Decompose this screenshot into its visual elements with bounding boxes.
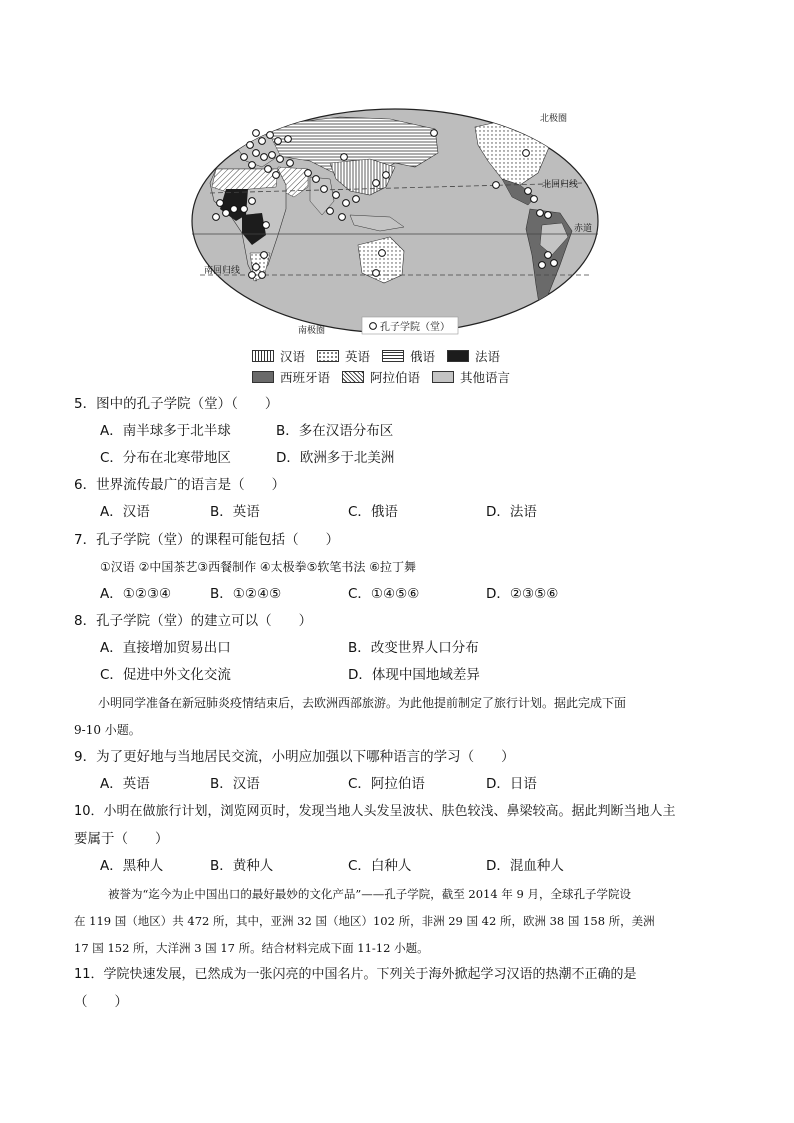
q7-option-a: A．①②③④: [100, 586, 172, 602]
legend-label: 英语: [345, 348, 371, 364]
q10-option-a: A．黑种人: [100, 858, 164, 874]
map-legend: [252, 345, 552, 387]
solid-black-swatch-icon: [447, 350, 469, 362]
q10-option-b: B．黄种人: [210, 858, 274, 874]
legend-label: 法语: [475, 348, 501, 364]
legend-label: 俄语: [410, 348, 436, 364]
legend-label: 阿拉伯语: [370, 369, 421, 385]
q9-option-d: D．日语: [486, 776, 537, 792]
legend-item-ru: [382, 347, 435, 365]
map-svg: [190, 105, 600, 337]
q5-option-d: D．欧洲多于北美洲: [276, 450, 395, 466]
question-10-stem-line-2: 要属于（ ）: [74, 831, 169, 847]
legend-item-han: [252, 347, 305, 365]
legend-item-es: [252, 368, 330, 386]
q7-items: ①汉语 ②中国茶艺③西餐制作 ④太极拳⑤软笔书法 ⑥拉丁舞: [100, 560, 416, 574]
question-6-stem: 6．世界流传最广的语言是（ ）: [74, 477, 286, 493]
q8-option-c: C．促进中外文化交流: [100, 667, 231, 683]
label-tropic-cancer: 北回归线: [542, 180, 579, 190]
question-8-stem: 8．孔子学院（堂）的建立可以（ ）: [74, 613, 313, 629]
legend-row-2: [252, 366, 552, 387]
q6-option-d: D．法语: [486, 504, 537, 520]
question-7-stem: 7．孔子学院（堂）的课程可能包括（ ）: [74, 532, 340, 548]
q6-option-c: C．俄语: [348, 504, 398, 520]
material-2-line-2: 在 119 国（地区）共 472 所，其中，亚洲 32 国（地区）102 所，非洲 29 国 42 所，欧洲 38 国 158 所，美洲: [74, 914, 655, 928]
q5-option-a: A．南半球多于北半球: [100, 423, 231, 439]
horizontal-lines-swatch-icon: [382, 350, 404, 362]
material-1-line-2: 9-10 小题。: [74, 723, 141, 737]
q8-option-a: A．直接增加贸易出口: [100, 640, 231, 656]
question-5-stem: 5．图中的孔子学院（堂）（ ）: [74, 396, 279, 412]
q6-option-b: B．英语: [210, 504, 260, 520]
legend-label: 其他语言: [460, 369, 511, 385]
q6-option-a: A．汉语: [100, 504, 150, 520]
question-11-stem-line-2: （ ）: [74, 994, 128, 1010]
legend-item-ar: [342, 368, 420, 386]
question-11-stem-line-1: 11．学院快速发展，已然成为一张闪亮的中国名片。下列关于海外掀起学习汉语的热潮不正确的是: [74, 967, 637, 982]
material-2-line-1: 被誉为“迄今为止中国出口的最好最妙的文化产品”——孔子学院，截至 2014 年 9 月，全球孔子学院设: [108, 887, 631, 901]
world-language-map: [190, 105, 600, 337]
q7-option-c: C．①④⑤⑥: [348, 586, 420, 602]
q10-option-d: D．混血种人: [486, 858, 564, 874]
q9-option-b: B．汉语: [210, 776, 260, 792]
q5-option-b: B．多在汉语分布区: [276, 423, 394, 439]
legend-row-1: [252, 345, 552, 366]
legend-label: 西班牙语: [280, 369, 331, 385]
light-gray-swatch-icon: [432, 371, 454, 383]
label-antarctic-circle: 南极圈: [298, 326, 326, 336]
question-10-stem-line-1: 10．小明在做旅行计划，浏览网页时，发现当地人头发呈波状、肤色较浅、鼻梁较高。据此判断当地人主: [74, 804, 676, 819]
marker-legend-label: 孔子学院（堂）: [380, 322, 450, 333]
material-2-line-3: 17 国 152 所，大洋洲 3 国 17 所。结合材料完成下面 11-12 小题。: [74, 941, 429, 955]
q7-option-b: B．①②④⑤: [210, 586, 282, 602]
marker-legend-icon: [370, 323, 377, 330]
q8-option-b: B．改变世界人口分布: [348, 640, 479, 656]
legend-item-fr: [447, 347, 500, 365]
legend-label: 汉语: [280, 348, 306, 364]
q9-option-a: A．英语: [100, 776, 150, 792]
dots-swatch-icon: [317, 350, 339, 362]
dark-gray-swatch-icon: [252, 371, 274, 383]
question-9-stem: 9．为了更好地与当地居民交流，小明应加强以下哪种语言的学习（ ）: [74, 749, 515, 765]
q7-option-d: D．②③⑤⑥: [486, 586, 559, 602]
material-1-line-1: 小明同学准备在新冠肺炎疫情结束后，去欧洲西部旅游。为此他提前制定了旅行计划。据此完成下面: [98, 696, 627, 710]
q8-option-d: D．体现中国地域差异: [348, 667, 480, 683]
label-equator: 赤道: [574, 224, 593, 234]
q5-option-c: C．分布在北寒带地区: [100, 450, 231, 466]
legend-item-other: [432, 368, 510, 386]
diagonal-lines-swatch-icon: [342, 371, 364, 383]
vertical-lines-swatch-icon: [252, 350, 274, 362]
legend-item-en: [317, 347, 370, 365]
label-tropic-capricorn: 南回归线: [204, 266, 241, 276]
q9-option-c: C．阿拉伯语: [348, 776, 425, 792]
label-arctic-circle: 北极圈: [540, 114, 568, 124]
q10-option-c: C．白种人: [348, 858, 412, 874]
